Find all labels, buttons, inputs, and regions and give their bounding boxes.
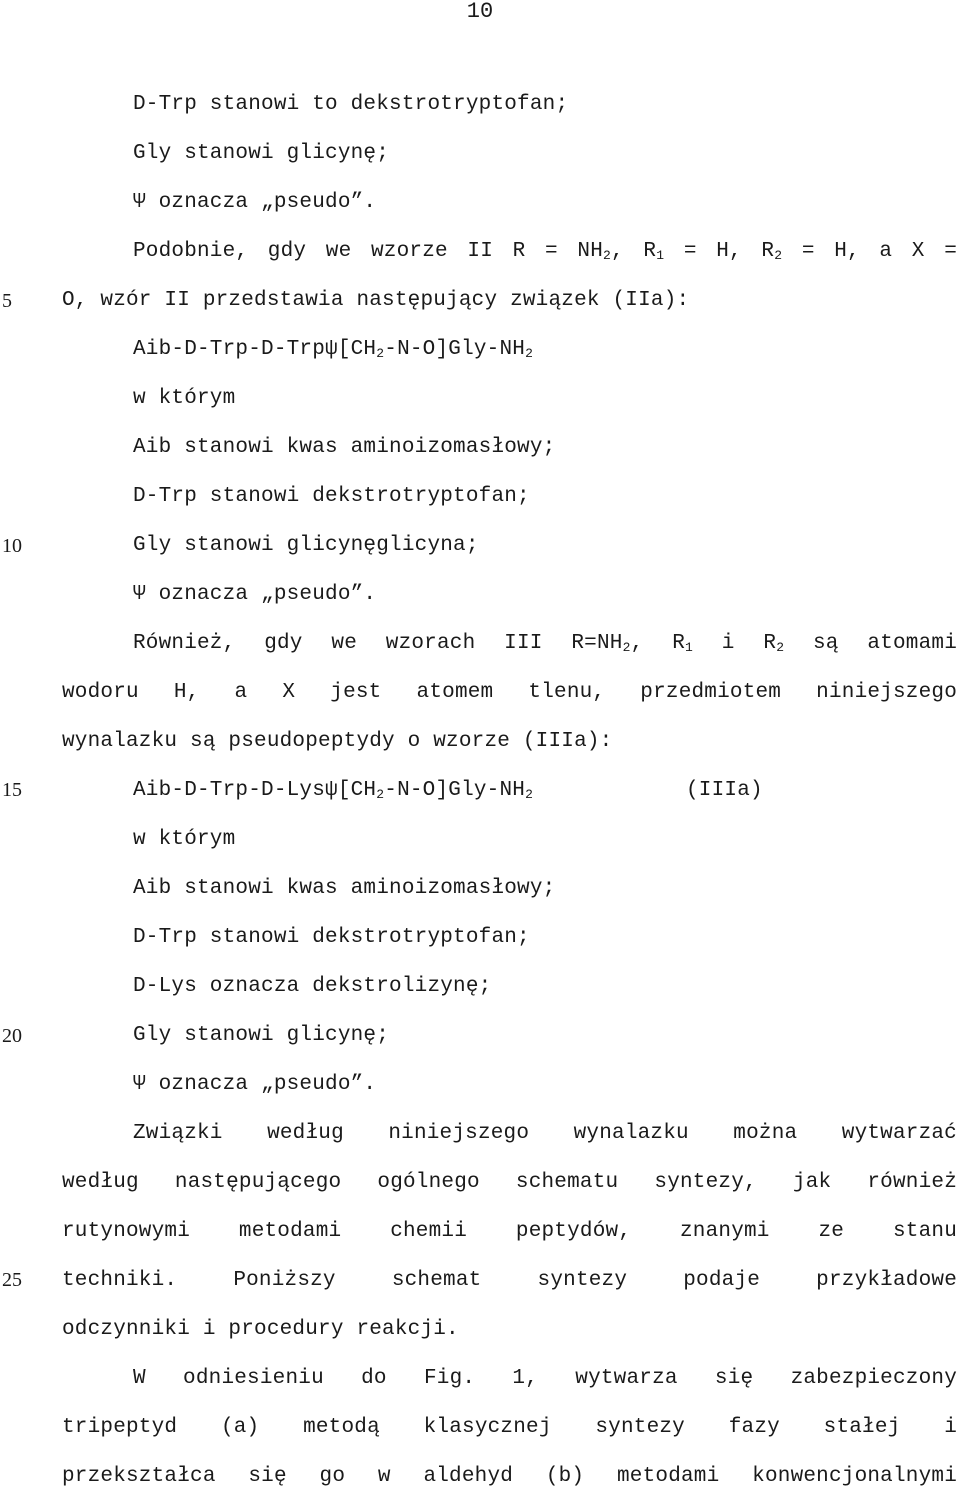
w-ktorym: w którym [133, 828, 236, 851]
paragraph-podobnie-line [133, 240, 957, 264]
text: = H, R [664, 240, 775, 263]
definition-d-trp: D-Trp stanowi dekstrotryptofan; [133, 485, 530, 508]
line-number-25: 25 [2, 1269, 22, 1291]
text: Podobnie, gdy we wzorze II R = NH [133, 240, 603, 263]
subscript: 2 [622, 640, 631, 655]
definition-psi: Ψ oznacza „pseudo”. [133, 191, 377, 214]
definition-d-lys: D-Lys oznacza dekstrolizynę; [133, 975, 492, 998]
text: i R [693, 632, 777, 655]
text: , R [611, 240, 657, 263]
line-number-15: 15 [2, 779, 22, 801]
definition-psi: Ψ oznacza „pseudo”. [133, 583, 377, 606]
paragraph-zwiazki-line-3: rutynowymi metodami chemii peptydów, znanymi ze stanu [62, 1220, 957, 1243]
line-number-20: 20 [2, 1025, 22, 1047]
paragraph-rowniez-line [133, 632, 957, 656]
subscript: 2 [774, 248, 783, 263]
line-number-5: 5 [2, 290, 12, 312]
paragraph-zwiazki-line: Związki według niniejszego wynalazku można wytwarzać [133, 1122, 957, 1145]
paragraph-zwiazki-line-2: według następującego ogólnego schematu syntezy, jak również [62, 1171, 957, 1194]
definition-gly: Gly stanowi glicynęglicyna; [133, 534, 479, 557]
text: , R [630, 632, 685, 655]
definition-gly: Gly stanowi glicynę; [133, 1024, 390, 1047]
page-number: 10 [466, 0, 494, 24]
subscript: 2 [376, 346, 385, 361]
formula-label-iiia: (IIIa) [686, 779, 763, 802]
text: = H, a X = [782, 240, 958, 263]
subscript: 2 [525, 787, 534, 802]
text: -N-O]Gly-NH [384, 338, 526, 361]
formula-iia [133, 338, 533, 362]
subscript: 1 [685, 640, 694, 655]
subscript: 2 [376, 787, 385, 802]
text: Aib-D-Trp-D-Trpψ[CH [133, 338, 377, 361]
definition-d-trp: D-Trp stanowi dekstrotryptofan; [133, 926, 530, 949]
text: są atomami [784, 632, 958, 655]
definition-aib: Aib stanowi kwas aminoizomasłowy; [133, 877, 556, 900]
subscript: 1 [656, 248, 665, 263]
definition-gly: Gly stanowi glicynę; [133, 142, 390, 165]
paragraph-fig1-line: W odniesieniu do Fig. 1, wytwarza się zabezpieczony [133, 1367, 957, 1390]
text: Również, gdy we wzorach III R=NH [133, 632, 623, 655]
definition-aib: Aib stanowi kwas aminoizomasłowy; [133, 436, 556, 459]
text: -N-O]Gly-NH [384, 779, 526, 802]
subscript: 2 [603, 248, 612, 263]
subscript: 2 [776, 640, 785, 655]
text: Aib-D-Trp-D-Lysψ[CH [133, 779, 377, 802]
line-number-10: 10 [2, 535, 22, 557]
subscript: 2 [525, 346, 534, 361]
definition-d-trp: D-Trp stanowi to dekstrotryptofan; [133, 93, 569, 116]
paragraph-fig1-line-3: przekształca się go w aldehyd (b) metodami konwencjonalnymi [62, 1465, 957, 1488]
formula-iiia [133, 779, 533, 803]
w-ktorym: w którym [133, 387, 236, 410]
paragraph-zwiazki-line-4: techniki. Poniższy schemat syntezy podaje przykładowe [62, 1269, 957, 1292]
definition-psi: Ψ oznacza „pseudo”. [133, 1073, 377, 1096]
paragraph-rowniez-line-2: wodoru H, a X jest atomem tlenu, przedmiotem niniejszego [62, 681, 957, 704]
paragraph-podobnie-line-2: O, wzór II przedstawia następujący związek (IIa): [62, 289, 690, 312]
paragraph-rowniez-line-3: wynalazku są pseudopeptydy o wzorze (IIIa): [62, 730, 613, 753]
paragraph-fig1-line-2: tripeptyd (a) metodą klasycznej syntezy fazy stałej i [62, 1416, 957, 1439]
paragraph-zwiazki-line-5: odczynniki i procedury reakcji. [62, 1318, 459, 1341]
